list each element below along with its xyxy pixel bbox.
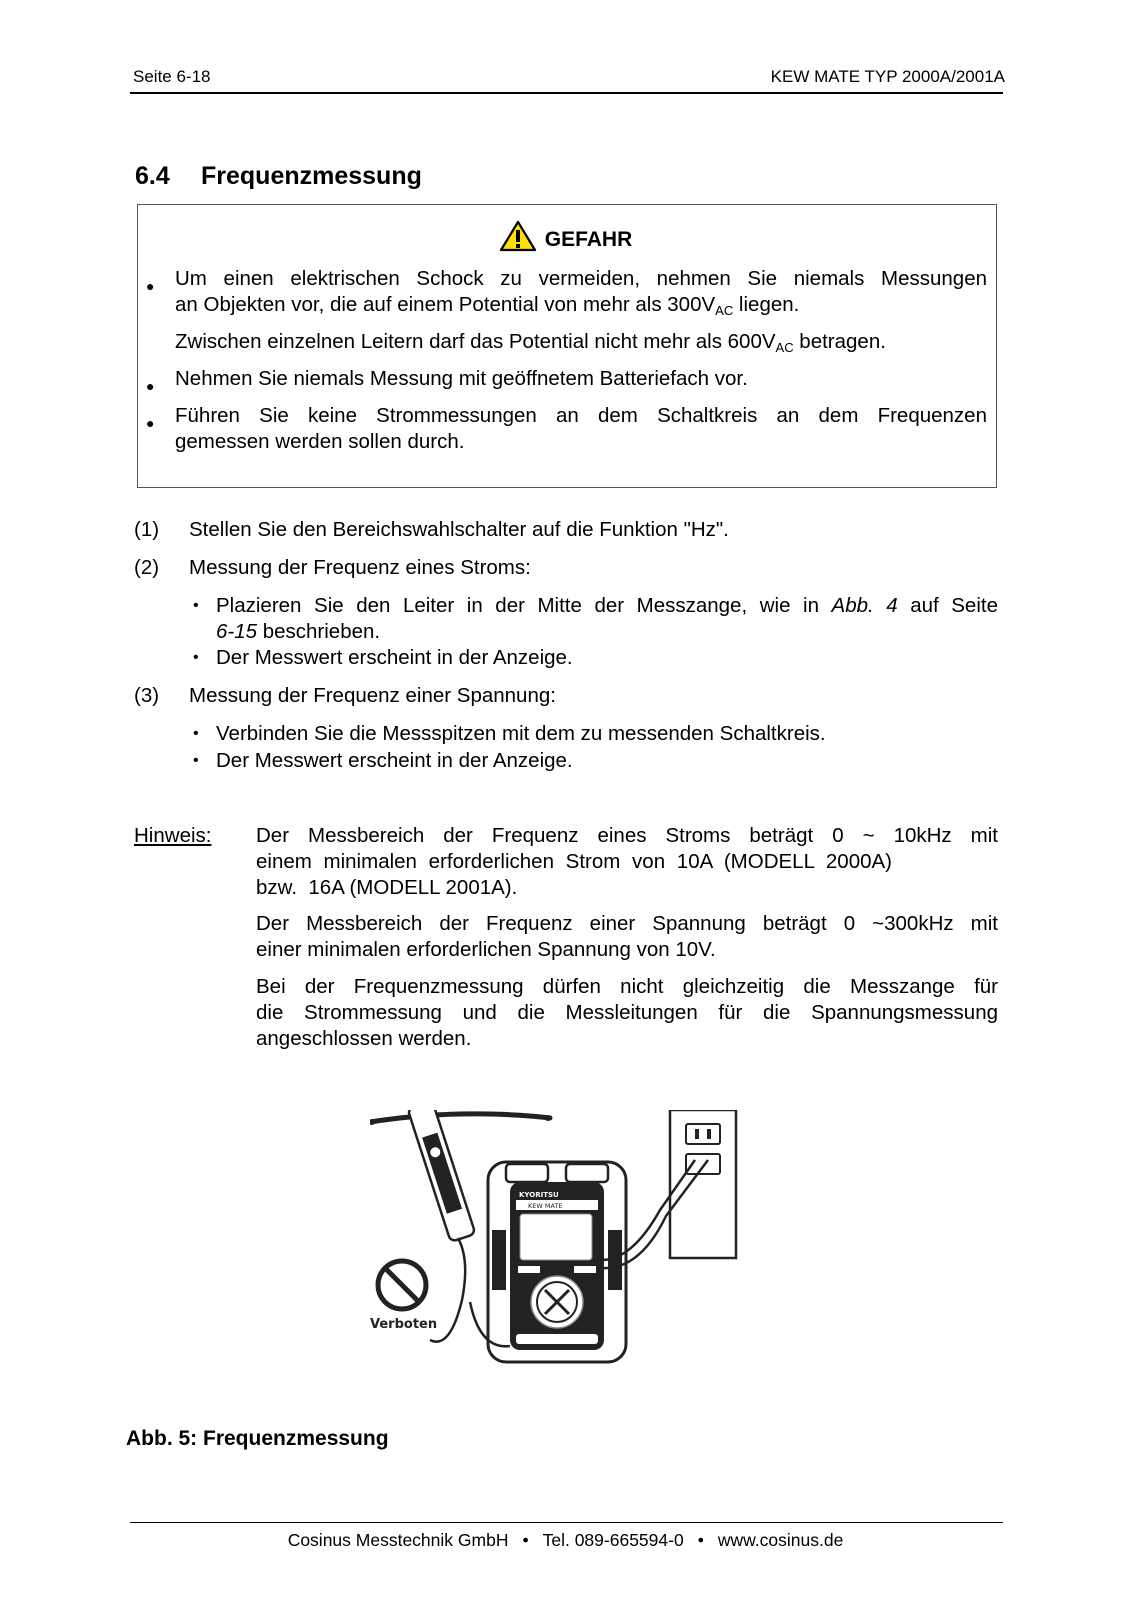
- bullet-dot: •: [193, 725, 199, 742]
- forbidden-label: Verboten: [370, 1317, 438, 1332]
- section-title: Frequenzmessung: [201, 162, 422, 190]
- multimeter: [510, 1182, 604, 1350]
- section-heading: [135, 162, 422, 191]
- footer-phone: Tel. 089-665594-0: [542, 1530, 684, 1550]
- figure-caption: Abb. 5: Frequenzmessung: [126, 1427, 389, 1450]
- danger-paragraph: [175, 329, 987, 355]
- danger-bullet-1-line-1: Um einen elektrischen Schock zu vermeiden, nehmen Sie niemals Messungen: [175, 267, 987, 290]
- step-3-bullet-2: Der Messwert erscheint in der Anzeige.: [216, 749, 573, 772]
- footer-company: Cosinus Messtechnik GmbH: [287, 1530, 509, 1550]
- footer: [0, 1530, 1131, 1551]
- bullet-dot: ●: [146, 378, 155, 394]
- step-2-text: Messung der Frequenz eines Stroms:: [189, 556, 531, 579]
- warning-icon: [499, 220, 537, 252]
- bullet-dot: •: [193, 649, 199, 666]
- footer-separator: •: [522, 1530, 529, 1550]
- footer-rule: [130, 1522, 1003, 1523]
- note-p3-line-3: angeschlossen werden.: [256, 1027, 472, 1050]
- header-rule: [130, 92, 1003, 94]
- danger-bullet-3-line-2: gemessen werden sollen durch.: [175, 430, 465, 453]
- section-number: 6.4: [135, 162, 170, 190]
- note-p1-line-3: bzw. 16A (MODELL 2001A).: [256, 876, 518, 899]
- text: an Objekten vor, die auf einem Potential von mehr als 300V: [175, 293, 716, 316]
- step-2-bullet-1-line-2: [216, 619, 998, 645]
- note-p2-line-2: einer minimalen erforderlichen Spannung von 10V.: [256, 938, 716, 961]
- note-p1-line-1: Der Messbereich der Frequenz eines Stroms beträgt 0 ~ 10kHz mit: [256, 824, 998, 847]
- step-2-bullet-1-line-1: [216, 593, 998, 619]
- text: Plazieren Sie den Leiter in der Mitte der Messzange, wie in: [216, 594, 832, 617]
- note-p3-line-2: die Strommessung und die Messleitungen für die Spannungsmessung: [256, 1001, 998, 1024]
- danger-bullet-1-line-2: [175, 292, 987, 318]
- step-3-text: Messung der Frequenz einer Spannung:: [189, 684, 556, 707]
- note-p2-line-1: Der Messbereich der Frequenz einer Spannung beträgt 0 ~300kHz mit: [256, 912, 998, 935]
- danger-bullet-3-line-1: Führen Sie keine Strommessungen an dem Schaltkreis an dem Frequenzen: [175, 404, 987, 427]
- bullet-dot: •: [193, 597, 199, 614]
- step-2-number: (2): [134, 556, 160, 579]
- text: beschrieben.: [257, 620, 381, 643]
- frequency-measurement-illustration: [370, 1110, 750, 1372]
- danger-title-text: GEFAHR: [544, 228, 633, 251]
- step-3-bullet-1: Verbinden Sie die Messspitzen mit dem zu messenden Schaltkreis.: [216, 722, 826, 745]
- note-p1-line-2: einem minimalen erforderlichen Strom von 10A (MODELL 2000A): [256, 850, 893, 873]
- figure-reference: Abb. 4: [831, 594, 898, 617]
- note-p3-line-1: Bei der Frequenzmessung dürfen nicht gleichzeitig die Messzange für: [256, 975, 998, 998]
- note-label: Hinweis:: [134, 824, 212, 847]
- text: auf Seite: [897, 594, 998, 617]
- footer-web: www.cosinus.de: [717, 1530, 844, 1550]
- text: Zwischen einzelnen Leitern darf das Potential nicht mehr als 600V: [175, 330, 776, 353]
- subscript: AC: [715, 303, 734, 318]
- step-1-text: Stellen Sie den Bereichswahlschalter auf die Funktion "Hz".: [189, 518, 729, 541]
- footer-separator: •: [697, 1530, 704, 1550]
- document-title: KEW MATE TYP 2000A/2001A: [770, 67, 1005, 86]
- subscript: AC: [775, 340, 794, 355]
- bullet-dot: ●: [146, 278, 155, 294]
- step-2-bullet-2: Der Messwert erscheint in der Anzeige.: [216, 646, 573, 669]
- meter-brand: KYORITSU: [519, 1191, 559, 1199]
- text: liegen.: [733, 293, 800, 316]
- danger-bullet-2: Nehmen Sie niemals Messung mit geöffnetem Batteriefach vor.: [175, 367, 748, 390]
- step-3-number: (3): [134, 684, 160, 707]
- text: betragen.: [793, 330, 886, 353]
- danger-title: [0, 220, 1131, 252]
- page-reference: 6-15: [216, 620, 258, 643]
- prohibited-icon: [378, 1261, 426, 1309]
- meter-model: KEW MATE: [528, 1202, 563, 1210]
- bullet-dot: •: [193, 752, 199, 769]
- step-1-number: (1): [134, 518, 160, 541]
- page-number: Seite 6-18: [133, 67, 211, 86]
- clamp-probe: [392, 1110, 483, 1243]
- bullet-dot: ●: [146, 415, 155, 431]
